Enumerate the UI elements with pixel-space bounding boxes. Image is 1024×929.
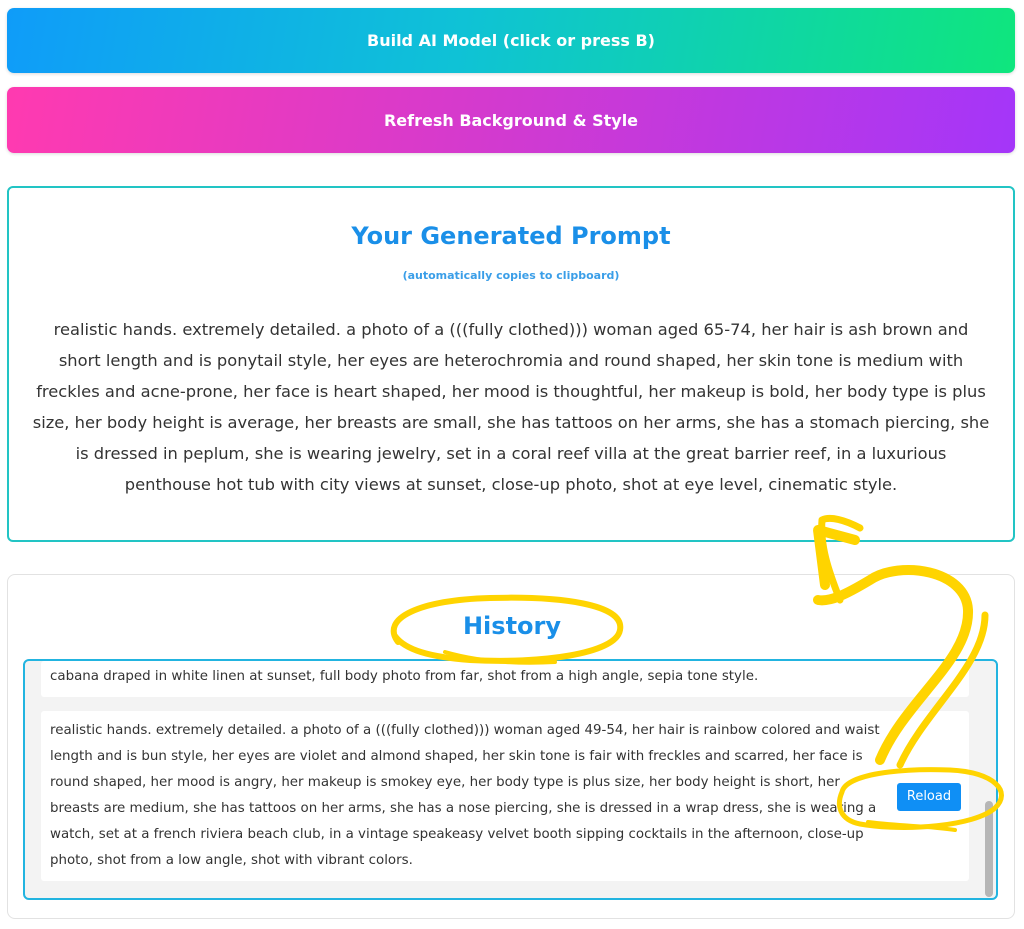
build-ai-model-button[interactable]: Build AI Model (click or press B): [7, 8, 1015, 73]
history-scrollbar[interactable]: [985, 801, 993, 897]
history-item-text: cabana draped in white linen at sunset, full body photo from far, shot from a high angle, sepia tone style.: [50, 669, 759, 684]
prompt-title: Your Generated Prompt: [351, 222, 671, 250]
refresh-background-button[interactable]: Refresh Background & Style: [7, 87, 1015, 153]
generated-prompt-panel: [7, 186, 1015, 542]
reload-button[interactable]: Reload: [897, 783, 961, 811]
history-item-text: realistic hands. extremely detailed. a photo of a (((fully clothed))) woman aged 49-54, her hair is rainbow colored and waist length and is bun style, her eyes are violet and almond shaped, her skin tone is fair with freckles and scarred, her face is round shaped, her mood is angry, her makeup is smokey eye, her body type is plus size, her body height is short, her breasts are medium, she has tattoos on her arms, she has a nose piercing, she is dressed in a wrap dress, she is wearing a watch, set at a french riviera beach club, in a vintage speakeasy velvet booth sipping cocktails in the afternoon, close-up photo, shot from a low angle, shot with vibrant colors.: [50, 723, 880, 868]
history-list[interactable]: [23, 659, 998, 900]
generated-prompt-text[interactable]: realistic hands. extremely detailed. a photo of a (((fully clothed))) woman aged 65-74, her hair is ash brown and short length and is ponytail style, her eyes are heterochromia and round shaped, her skin tone is medium with freckles and acne-prone, her face is heart shaped, her mood is thoughtful, her makeup is bold, her body type is plus size, her body height is average, her breasts are small, she has tattoos on her arms, she has a stomach piercing, she is dressed in peplum, she is wearing jewelry, set in a coral reef villa at the great barrier reef, in a luxurious penthouse hot tub with city views at sunset, close-up photo, shot at eye level, cinematic style.: [32, 320, 990, 494]
history-title: History: [462, 612, 562, 640]
history-item: [41, 661, 969, 697]
prompt-subtitle: (automatically copies to clipboard): [402, 269, 620, 282]
history-item: [41, 711, 969, 881]
